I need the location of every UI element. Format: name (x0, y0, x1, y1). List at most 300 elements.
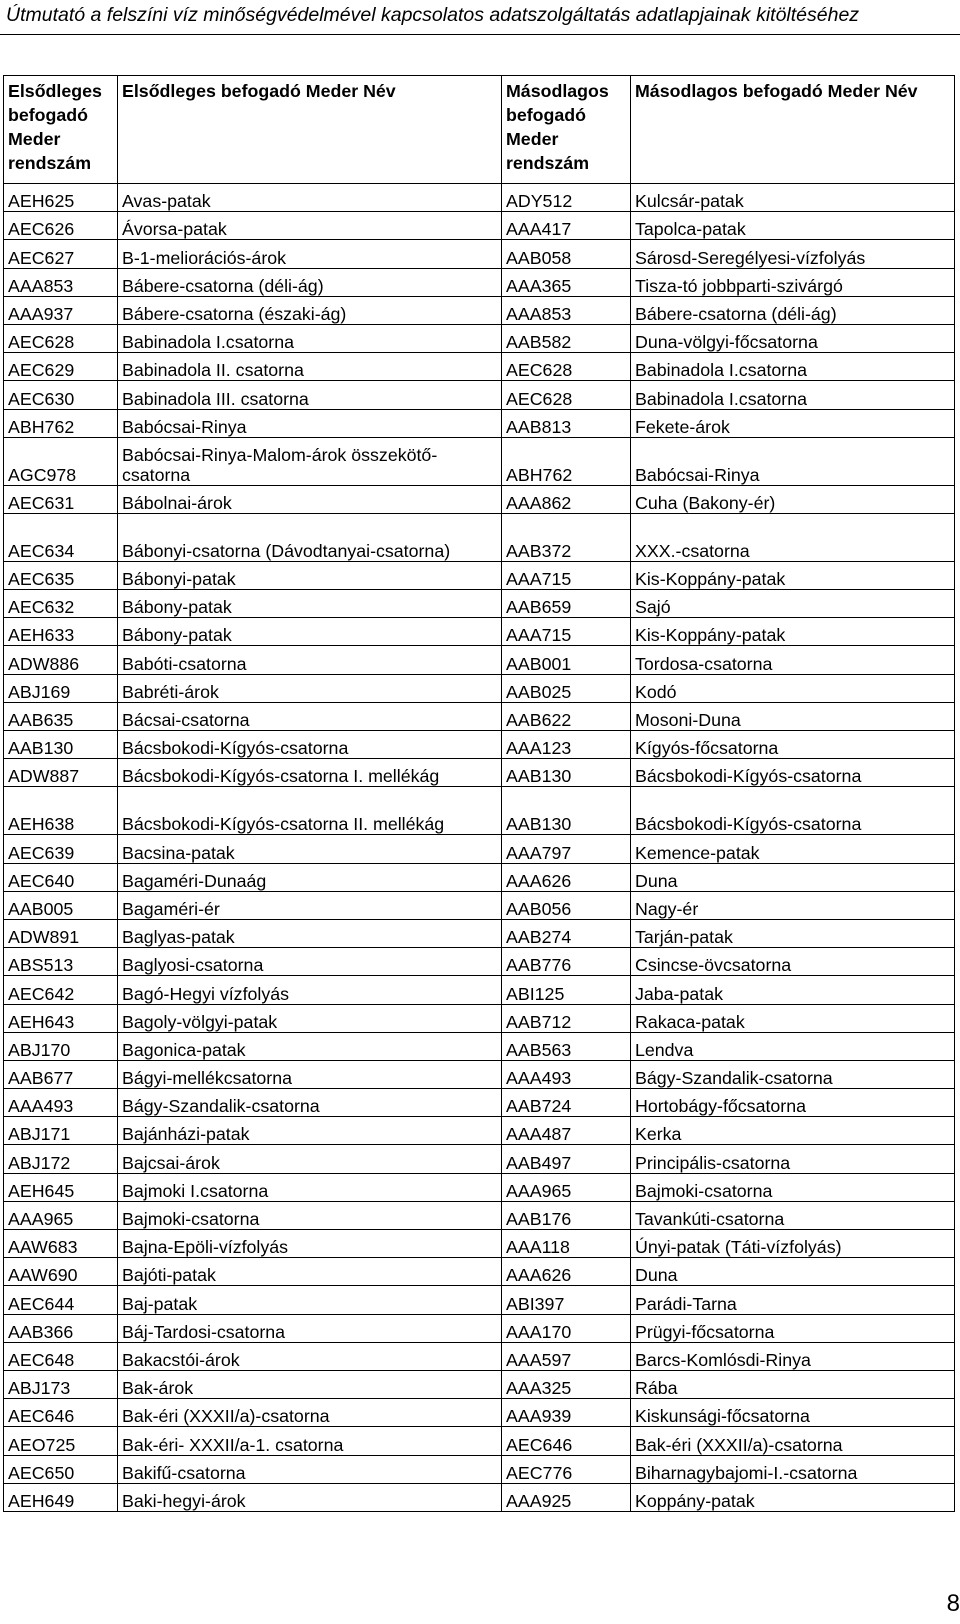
table-row (4, 212, 955, 240)
primary-name-text: Baki-hegyi-árok (122, 1490, 246, 1511)
secondary-name-cell (631, 1483, 955, 1511)
table-row (4, 324, 955, 352)
secondary-code-text: AEC776 (506, 1462, 573, 1483)
primary-code-cell (4, 919, 118, 947)
secondary-name-cell (631, 1258, 955, 1286)
table-row (4, 1230, 955, 1258)
primary-code-text: AAB366 (8, 1321, 74, 1342)
secondary-code-cell (502, 437, 631, 485)
primary-name-text: Bak-éri- XXXII/a-1. csatorna (122, 1434, 344, 1455)
secondary-name-cell (631, 268, 955, 296)
primary-code-text: ABJ170 (8, 1039, 71, 1060)
secondary-code-text: ABH762 (506, 464, 573, 485)
secondary-name-cell (631, 1314, 955, 1342)
secondary-name-cell (631, 324, 955, 352)
primary-name-cell (118, 590, 502, 618)
primary-name-cell (118, 759, 502, 787)
secondary-name-text: Mosoni-Duna (635, 710, 741, 730)
primary-code-cell (4, 353, 118, 381)
table-row (4, 919, 955, 947)
primary-code-cell (4, 485, 118, 513)
primary-name-text: Bácsbokodi-Kígyós-csatorna (122, 738, 349, 759)
secondary-code-cell (502, 1060, 631, 1088)
secondary-name-cell (631, 1286, 955, 1314)
secondary-name-cell (631, 1117, 955, 1145)
primary-name-text: Bakacstói-árok (122, 1349, 240, 1370)
table-row (4, 1004, 955, 1032)
secondary-code-cell (502, 1004, 631, 1032)
primary-code-cell (4, 787, 118, 835)
primary-code-text: ADW886 (8, 653, 80, 674)
secondary-name-text: Kerka (635, 1124, 682, 1145)
secondary-name-cell (631, 513, 955, 561)
primary-code-cell (4, 437, 118, 485)
primary-code-text: ABJ172 (8, 1152, 71, 1173)
primary-name-text: Bacsina-patak (122, 842, 235, 863)
table-row (4, 184, 955, 212)
secondary-code-text: AAB659 (506, 597, 572, 618)
primary-code-cell (4, 1370, 118, 1398)
secondary-name-text: Bágy-Szandalik-csatorna (635, 1068, 833, 1089)
primary-code-cell (4, 1032, 118, 1060)
secondary-code-text: AAA853 (506, 303, 572, 324)
primary-name-cell (118, 296, 502, 324)
primary-name-cell (118, 1230, 502, 1258)
primary-name-cell (118, 891, 502, 919)
secondary-code-cell (502, 702, 631, 730)
secondary-name-cell (631, 1089, 955, 1117)
primary-name-text: Babóti-csatorna (122, 653, 247, 674)
secondary-code-cell (502, 240, 631, 268)
table-row (4, 437, 955, 485)
secondary-code-cell (502, 787, 631, 835)
primary-code-cell (4, 674, 118, 702)
table-row (4, 353, 955, 381)
secondary-code-text: ABI397 (506, 1293, 565, 1314)
table-row (4, 1032, 955, 1060)
secondary-code-cell (502, 1230, 631, 1258)
secondary-code-cell (502, 212, 631, 240)
primary-code-text: AEC642 (8, 983, 75, 1004)
secondary-name-cell (631, 976, 955, 1004)
primary-name-text: Bábonyi-csatorna (Dávodtanyai-csatorna) (122, 540, 451, 561)
primary-code-text: ADW887 (8, 766, 80, 787)
secondary-name-cell (631, 1230, 955, 1258)
primary-code-text: ABJ171 (8, 1124, 71, 1145)
primary-code-text: AEH633 (8, 625, 75, 646)
secondary-code-text: AAA715 (506, 625, 572, 646)
primary-name-text: Babinadola III. csatorna (122, 388, 309, 409)
header-secondary-code: Másodlagos befogadó Meder rendszám (502, 76, 631, 184)
primary-name-text: Bajánházi-patak (122, 1124, 250, 1145)
primary-name-text: Bak-éri (XXXII/a)-csatorna (122, 1406, 330, 1427)
secondary-name-text: Kiskunsági-főcsatorna (635, 1406, 810, 1427)
primary-code-text: AEH638 (8, 814, 75, 835)
secondary-name-cell (631, 1145, 955, 1173)
primary-name-cell (118, 353, 502, 381)
primary-name-text: Bagaméri-ér (122, 898, 220, 919)
primary-name-text: Baglyas-patak (122, 927, 235, 948)
table-row (4, 409, 955, 437)
secondary-name-cell (631, 835, 955, 863)
primary-name-cell (118, 1117, 502, 1145)
secondary-code-cell (502, 561, 631, 589)
primary-code-text: AAB635 (8, 710, 74, 730)
secondary-code-text: AAB176 (506, 1209, 572, 1229)
primary-name-cell (118, 184, 502, 212)
secondary-code-text: AAB712 (506, 1011, 572, 1032)
table-row (4, 674, 955, 702)
secondary-code-cell (502, 618, 631, 646)
secondary-code-cell (502, 268, 631, 296)
primary-name-text: Babócsai-Rinya-Malom-árok összekötő-csatorna (122, 444, 438, 485)
primary-name-cell (118, 1370, 502, 1398)
secondary-code-text: ABI125 (506, 983, 565, 1004)
primary-name-text: Bágy-Szandalik-csatorna (122, 1096, 320, 1117)
table-row (4, 513, 955, 561)
secondary-code-text: AAB130 (506, 814, 572, 835)
secondary-code-cell (502, 1286, 631, 1314)
primary-name-cell (118, 1455, 502, 1483)
table-header (4, 76, 955, 184)
primary-code-text: AGC978 (8, 464, 77, 485)
secondary-name-text: Duna-völgyi-főcsatorna (635, 332, 818, 353)
primary-name-cell (118, 513, 502, 561)
secondary-code-text: AAA417 (506, 219, 572, 240)
secondary-code-text: AAB563 (506, 1039, 572, 1060)
primary-code-text: AEC634 (8, 540, 75, 561)
primary-name-text: Bagaméri-Dunaág (122, 870, 267, 891)
primary-code-text: ADW891 (8, 927, 80, 948)
secondary-name-cell (631, 1004, 955, 1032)
table-row (4, 976, 955, 1004)
primary-name-cell (118, 1145, 502, 1173)
secondary-code-cell (502, 590, 631, 618)
secondary-code-text: AAA862 (506, 492, 572, 513)
table-row (4, 948, 955, 976)
primary-name-text: Bak-árok (122, 1378, 194, 1399)
secondary-code-cell (502, 1427, 631, 1455)
primary-name-text: Bábere-csatorna (északi-ág) (122, 303, 347, 324)
secondary-code-text: AAA965 (506, 1180, 572, 1201)
secondary-name-cell (631, 485, 955, 513)
secondary-code-cell (502, 863, 631, 891)
primary-code-cell (4, 1230, 118, 1258)
secondary-code-text: AAB025 (506, 681, 572, 702)
primary-name-text: Bácsai-csatorna (122, 710, 250, 730)
secondary-code-cell (502, 759, 631, 787)
primary-code-cell (4, 1483, 118, 1511)
secondary-name-text: Tisza-tó jobbparti-szivárgó (635, 275, 843, 296)
primary-name-cell (118, 409, 502, 437)
primary-code-cell (4, 891, 118, 919)
primary-code-text: AEC646 (8, 1406, 75, 1427)
secondary-code-cell (502, 1145, 631, 1173)
primary-name-cell (118, 561, 502, 589)
table-row (4, 1370, 955, 1398)
secondary-name-text: Rába (635, 1378, 678, 1399)
primary-code-text: AEH649 (8, 1490, 75, 1511)
primary-code-text: AAW690 (8, 1265, 78, 1286)
secondary-code-cell (502, 409, 631, 437)
secondary-name-cell (631, 1173, 955, 1201)
primary-name-text: Babócsai-Rinya (122, 416, 247, 437)
header-secondary-name: Másodlagos befogadó Meder Név (631, 76, 955, 184)
secondary-code-text: AAA118 (506, 1237, 570, 1258)
secondary-code-text: AAA597 (506, 1349, 572, 1370)
table-row (4, 268, 955, 296)
primary-code-text: ABJ169 (8, 681, 71, 702)
primary-name-cell (118, 1314, 502, 1342)
primary-code-text: AAA965 (8, 1209, 74, 1229)
primary-code-text: AEC629 (8, 360, 75, 381)
primary-code-text: AEC644 (8, 1293, 75, 1314)
primary-name-text: Avas-patak (122, 191, 211, 212)
secondary-name-text: Babinadola I.csatorna (635, 388, 808, 409)
secondary-code-cell (502, 1201, 631, 1229)
secondary-code-text: AAB130 (506, 766, 572, 787)
secondary-name-text: Prügyi-főcsatorna (635, 1321, 775, 1342)
secondary-name-cell (631, 409, 955, 437)
primary-code-text: AAB005 (8, 898, 74, 919)
secondary-code-text: AAB056 (506, 898, 572, 919)
secondary-code-cell (502, 1342, 631, 1370)
secondary-code-text: AAB001 (506, 653, 572, 674)
primary-code-cell (4, 618, 118, 646)
table-row (4, 618, 955, 646)
secondary-code-text: AAB724 (506, 1096, 572, 1117)
primary-name-cell (118, 702, 502, 730)
primary-code-text: AAA493 (8, 1096, 74, 1117)
primary-code-cell (4, 1173, 118, 1201)
table-row (4, 759, 955, 787)
secondary-name-text: Bácsbokodi-Kígyós-csatorna (635, 814, 862, 835)
table-row (4, 1455, 955, 1483)
primary-code-cell (4, 976, 118, 1004)
secondary-name-text: Duna (635, 870, 678, 891)
secondary-name-text: Koppány-patak (635, 1490, 755, 1511)
secondary-name-text: Babócsai-Rinya (635, 464, 760, 485)
primary-name-cell (118, 268, 502, 296)
primary-name-cell (118, 437, 502, 485)
primary-name-cell (118, 1060, 502, 1088)
primary-code-cell (4, 409, 118, 437)
secondary-name-text: Csincse-övcsatorna (635, 955, 792, 976)
secondary-code-cell (502, 1117, 631, 1145)
primary-code-cell (4, 1399, 118, 1427)
header-primary-code: Elsődleges befogadó Meder rendszám (4, 76, 118, 184)
primary-name-text: Bábere-csatorna (déli-ág) (122, 275, 324, 296)
primary-name-text: Bajmoki-csatorna (122, 1209, 260, 1229)
secondary-name-text: Tarján-patak (635, 927, 733, 948)
secondary-name-cell (631, 787, 955, 835)
secondary-code-text: ADY512 (506, 191, 573, 212)
primary-code-cell (4, 513, 118, 561)
primary-name-cell (118, 731, 502, 759)
secondary-name-text: XXX.-csatorna (635, 540, 750, 561)
secondary-code-text: AAA939 (506, 1406, 572, 1427)
primary-code-text: AEH625 (8, 191, 75, 212)
primary-code-cell (4, 296, 118, 324)
table-row (4, 787, 955, 835)
secondary-code-cell (502, 353, 631, 381)
primary-code-cell (4, 1117, 118, 1145)
secondary-name-text: Kodó (635, 681, 677, 702)
secondary-name-text: Jaba-patak (635, 983, 723, 1004)
table-row (4, 1342, 955, 1370)
primary-name-text: Baglyosi-csatorna (122, 955, 264, 976)
secondary-code-text: AAB058 (506, 247, 572, 268)
primary-code-text: AEC631 (8, 492, 75, 513)
secondary-code-text: AAA925 (506, 1490, 572, 1511)
table-row (4, 561, 955, 589)
table-row (4, 1089, 955, 1117)
primary-name-text: Bagoly-völgyi-patak (122, 1011, 278, 1032)
table-row (4, 1173, 955, 1201)
primary-name-cell (118, 1286, 502, 1314)
secondary-name-text: Bajmoki-csatorna (635, 1180, 773, 1201)
primary-code-cell (4, 1314, 118, 1342)
secondary-name-text: Lendva (635, 1039, 694, 1060)
secondary-name-text: Fekete-árok (635, 416, 730, 437)
primary-code-cell (4, 1286, 118, 1314)
primary-name-text: Bábonyi-patak (122, 569, 236, 590)
secondary-code-cell (502, 891, 631, 919)
secondary-code-text: AAA715 (506, 569, 572, 590)
primary-code-text: AAA937 (8, 303, 74, 324)
primary-name-text: Bakifű-csatorna (122, 1462, 246, 1483)
primary-name-text: Bajmoki I.csatorna (122, 1180, 269, 1201)
primary-code-text: AEH643 (8, 1011, 75, 1032)
primary-name-cell (118, 381, 502, 409)
secondary-name-cell (631, 731, 955, 759)
primary-name-text: Bábony-patak (122, 597, 232, 618)
secondary-name-cell (631, 759, 955, 787)
primary-name-cell (118, 212, 502, 240)
header-primary-name: Elsődleges befogadó Meder Név (118, 76, 502, 184)
primary-name-cell (118, 485, 502, 513)
secondary-code-cell (502, 513, 631, 561)
secondary-code-cell (502, 1399, 631, 1427)
secondary-code-text: AAA626 (506, 870, 572, 891)
secondary-name-text: Bak-éri (XXXII/a)-csatorna (635, 1434, 843, 1455)
secondary-code-text: AAA493 (506, 1068, 572, 1089)
primary-code-text: AAW683 (8, 1237, 78, 1258)
primary-code-text: AEC632 (8, 597, 75, 618)
secondary-code-text: AAA487 (506, 1124, 572, 1145)
secondary-code-cell (502, 976, 631, 1004)
secondary-name-text: Únyi-patak (Táti-vízfolyás) (635, 1237, 842, 1258)
secondary-name-text: Kígyós-főcsatorna (635, 738, 779, 759)
secondary-name-text: Babinadola I.csatorna (635, 360, 808, 381)
secondary-code-cell (502, 184, 631, 212)
table-row (4, 835, 955, 863)
table-row (4, 1427, 955, 1455)
secondary-name-text: Duna (635, 1265, 678, 1286)
primary-name-text: Babinadola II. csatorna (122, 360, 304, 381)
table-row (4, 1286, 955, 1314)
primary-name-text: Baj-patak (122, 1293, 198, 1314)
secondary-code-cell (502, 1173, 631, 1201)
secondary-code-text: AAB372 (506, 540, 572, 561)
primary-name-cell (118, 976, 502, 1004)
secondary-code-text: AEC646 (506, 1434, 573, 1455)
table-row (4, 381, 955, 409)
secondary-code-cell (502, 919, 631, 947)
primary-name-cell (118, 787, 502, 835)
secondary-name-text: Tapolca-patak (635, 219, 746, 240)
secondary-code-text: AAB813 (506, 416, 572, 437)
secondary-name-cell (631, 646, 955, 674)
primary-code-cell (4, 1004, 118, 1032)
secondary-name-cell (631, 702, 955, 730)
secondary-code-text: AAA325 (506, 1378, 572, 1399)
secondary-code-cell (502, 646, 631, 674)
secondary-name-text: Kulcsár-patak (635, 191, 744, 212)
secondary-name-cell (631, 1342, 955, 1370)
secondary-code-cell (502, 296, 631, 324)
primary-code-text: AEC650 (8, 1462, 75, 1483)
primary-code-cell (4, 1455, 118, 1483)
secondary-code-cell (502, 1032, 631, 1060)
primary-name-cell (118, 674, 502, 702)
secondary-name-cell (631, 1032, 955, 1060)
secondary-name-cell (631, 353, 955, 381)
secondary-name-cell (631, 212, 955, 240)
secondary-code-cell (502, 1258, 631, 1286)
page-number: 8 (946, 1590, 960, 1617)
primary-name-cell (118, 1032, 502, 1060)
primary-name-cell (118, 618, 502, 646)
table-row (4, 646, 955, 674)
secondary-name-text: Sárosd-Seregélyesi-vízfolyás (635, 247, 866, 268)
primary-name-text: Bábony-patak (122, 625, 232, 646)
secondary-name-text: Kis-Koppány-patak (635, 569, 786, 590)
secondary-name-cell (631, 891, 955, 919)
primary-code-cell (4, 212, 118, 240)
secondary-name-text: Tavankúti-csatorna (635, 1209, 785, 1229)
table-row (4, 702, 955, 730)
primary-name-cell (118, 919, 502, 947)
table-row (4, 485, 955, 513)
primary-code-text: AEC628 (8, 332, 75, 353)
secondary-name-cell (631, 1370, 955, 1398)
table-header-row (4, 76, 955, 184)
secondary-name-cell (631, 1201, 955, 1229)
table-row (4, 1483, 955, 1511)
table-row (4, 1314, 955, 1342)
table-row (4, 1060, 955, 1088)
secondary-name-cell (631, 437, 955, 485)
primary-code-cell (4, 646, 118, 674)
primary-name-text: Bagó-Hegyi vízfolyás (122, 983, 290, 1004)
secondary-name-cell (631, 381, 955, 409)
primary-name-cell (118, 1427, 502, 1455)
primary-name-text: Babinadola I.csatorna (122, 332, 295, 353)
primary-name-cell (118, 1089, 502, 1117)
primary-name-text: Bábolnai-árok (122, 492, 232, 513)
primary-name-cell (118, 1258, 502, 1286)
primary-code-text: AEH645 (8, 1180, 75, 1201)
primary-name-cell (118, 240, 502, 268)
primary-code-cell (4, 1201, 118, 1229)
primary-name-text: Báj-Tardosi-csatorna (122, 1321, 286, 1342)
table-body (4, 184, 955, 1512)
secondary-name-text: Nagy-ér (635, 898, 699, 919)
primary-code-cell (4, 184, 118, 212)
secondary-name-cell (631, 590, 955, 618)
secondary-code-text: AAA626 (506, 1265, 572, 1286)
